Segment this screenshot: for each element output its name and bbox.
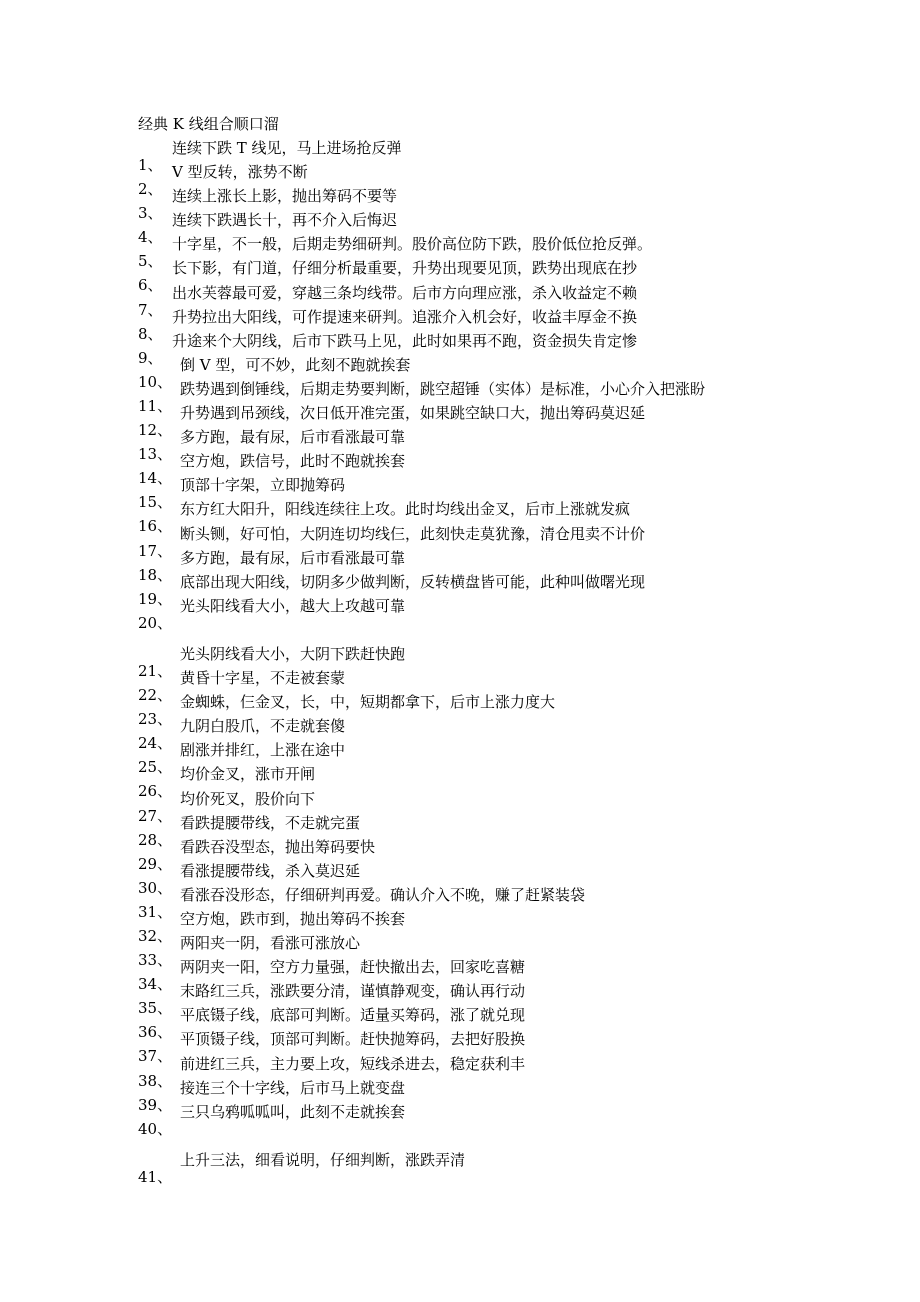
- item-text: 十字星，不一般，后期走势细研判。股价高位防下跌，股价低位抢反弹。: [172, 235, 653, 254]
- item-number: 22、: [138, 686, 173, 705]
- list-item: [138, 1100, 898, 1138]
- item-number: 5、: [138, 252, 163, 271]
- item-number: 13、: [138, 445, 173, 464]
- item-number: 21、: [138, 661, 173, 680]
- item-text: 末路红三兵，涨跌要分清，谨慎静观变，确认再行动: [180, 982, 526, 1001]
- list-item: [138, 594, 898, 632]
- item-number: 8、: [138, 324, 163, 343]
- item-number: 40、: [138, 1119, 173, 1138]
- item-text: 顶部十字架，立即抛筹码: [180, 476, 346, 495]
- item-text: 九阴白股爪，不走就套傻: [180, 717, 346, 736]
- item-text: 升势拉出大阳线，可作提速来研判。追涨介入机会好，收益丰厚金不换: [172, 307, 638, 326]
- item-number: 23、: [138, 710, 173, 729]
- item-text: 两阴夹一阳，空方力量强，赶快撤出去，回家吃喜糖: [180, 958, 526, 977]
- item-number: 36、: [138, 1023, 173, 1042]
- item-text: 看跌提腰带线，不走就完蛋: [180, 813, 361, 832]
- item-text: 倒 V 型，可不妙，此刻不跑就挨套: [180, 355, 411, 374]
- item-number: 41、: [138, 1167, 173, 1186]
- item-number: 27、: [138, 806, 173, 825]
- item-number: 29、: [138, 854, 173, 873]
- item-number: 20、: [138, 613, 173, 632]
- item-text: V 型反转，涨势不断: [172, 163, 308, 182]
- item-number: 33、: [138, 951, 173, 970]
- item-text: 连续上涨长上影，抛出筹码不要等: [172, 187, 398, 206]
- item-number: 12、: [138, 421, 173, 440]
- item-number: 39、: [138, 1095, 173, 1114]
- item-text: 看跌吞没型态，抛出筹码要快: [180, 837, 376, 856]
- item-number: 9、: [138, 348, 163, 367]
- item-number: 37、: [138, 1047, 173, 1066]
- item-text: 空方炮，跌信号，此时不跑就挨套: [180, 452, 406, 471]
- item-text: 接连三个十字线，后市马上就变盘: [180, 1078, 406, 1097]
- item-text: 光头阳线看大小，越大上攻越可靠: [180, 596, 406, 615]
- item-text: 多方跑，最有尿，后市看涨最可靠: [180, 548, 406, 567]
- item-text: 看涨提腰带线，杀入莫迟延: [180, 861, 361, 880]
- item-text: 跌势遇到倒锤线，后期走势要判断，跳空超锤（实体）是标准，小心介入把涨盼: [180, 379, 706, 398]
- item-text: 均价金叉，涨市开闸: [180, 765, 316, 784]
- item-number: 26、: [138, 782, 173, 801]
- item-text: 连续下跌遇长十，再不介入后悔迟: [172, 211, 398, 230]
- item-number: 24、: [138, 734, 173, 753]
- verse-list: [138, 136, 898, 1186]
- item-text: 底部出现大阳线，切阴多少做判断，反转横盘皆可能，此种叫做曙光现: [180, 572, 646, 591]
- item-text: 断头铡，好可怕，大阴连切均线仨，此刻快走莫犹豫，清仓甩卖不计价: [180, 524, 646, 543]
- item-number: 17、: [138, 541, 173, 560]
- item-number: 34、: [138, 975, 173, 994]
- item-text: 东方红大阳升，阳线连续往上攻。此时均线出金叉，后市上涨就发疯: [180, 500, 631, 519]
- item-text: 平顶镊子线，顶部可判断。赶快抛筹码，去把好股换: [180, 1030, 526, 1049]
- item-number: 1、: [138, 156, 163, 174]
- item-text: 平底镊子线，底部可判断。适量买筹码，涨了就兑现: [180, 1006, 526, 1025]
- item-number: 3、: [138, 204, 163, 223]
- item-number: 31、: [138, 902, 173, 921]
- item-number: 7、: [138, 300, 163, 319]
- document-title: 经典 K 线组合顺口溜: [138, 115, 279, 133]
- item-number: 16、: [138, 517, 173, 536]
- item-text: 长下影，有门道，仔细分析最重要，升势出现要见顶，跌势出现底在抄: [172, 259, 638, 278]
- item-text: 剧涨并排红，上涨在途中: [180, 741, 346, 760]
- item-text: 多方跑，最有尿，后市看涨最可靠: [180, 428, 406, 447]
- item-number: 11、: [138, 396, 173, 415]
- item-text: 出水芙蓉最可爱，穿越三条均线带。后市方向理应涨，杀入收益定不赖: [172, 283, 638, 302]
- item-text: 黄昏十字星，不走被套蒙: [180, 669, 346, 688]
- item-text: 上升三法，细看说明，仔细判断，涨跌弄清: [180, 1150, 466, 1169]
- item-number: 15、: [138, 493, 173, 512]
- item-number: 2、: [138, 180, 163, 199]
- item-number: 28、: [138, 830, 173, 849]
- item-number: 19、: [138, 589, 173, 608]
- paragraph-gap: [138, 618, 898, 642]
- item-text: 连续下跌 T 线见，马上进场抢反弹: [172, 139, 402, 157]
- item-number: 18、: [138, 565, 173, 584]
- item-text: 空方炮，跌市到，抛出筹码不挨套: [180, 910, 406, 928]
- item-number: 14、: [138, 469, 173, 488]
- item-text: 前进红三兵，主力要上攻，短线杀进去，稳定获利丰: [180, 1054, 526, 1073]
- item-text: 光头阴线看大小，大阴下跌赶快跑: [180, 644, 406, 663]
- item-number: 6、: [138, 276, 163, 295]
- item-text: 均价死叉，股价向下: [180, 789, 316, 808]
- item-text: 两阳夹一阴，看涨可涨放心: [180, 934, 361, 953]
- item-number: 35、: [138, 999, 173, 1018]
- item-number: 4、: [138, 228, 163, 247]
- paragraph-gap: [138, 1124, 898, 1148]
- item-number: 38、: [138, 1071, 173, 1090]
- item-text: 三只乌鸦呱呱叫，此刻不走就挨套: [180, 1102, 406, 1121]
- list-item: [138, 1148, 898, 1186]
- item-number: 25、: [138, 758, 173, 777]
- item-number: 10、: [138, 372, 173, 391]
- item-text: 升势遇到吊颈线，次日低开准完蛋，如果跳空缺口大，抛出筹码莫迟延: [180, 404, 646, 423]
- item-text: 看涨吞没形态，仔细研判再爱。确认介入不晚，赚了赶紧装袋: [180, 885, 586, 904]
- item-text: 金蜘蛛，仨金叉，长，中，短期都拿下，后市上涨力度大: [180, 693, 556, 712]
- item-text: 升途来个大阴线，后市下跌马上见，此时如果再不跑，资金损失肯定惨: [172, 331, 638, 350]
- item-number: 30、: [138, 878, 173, 897]
- item-number: 32、: [138, 927, 173, 945]
